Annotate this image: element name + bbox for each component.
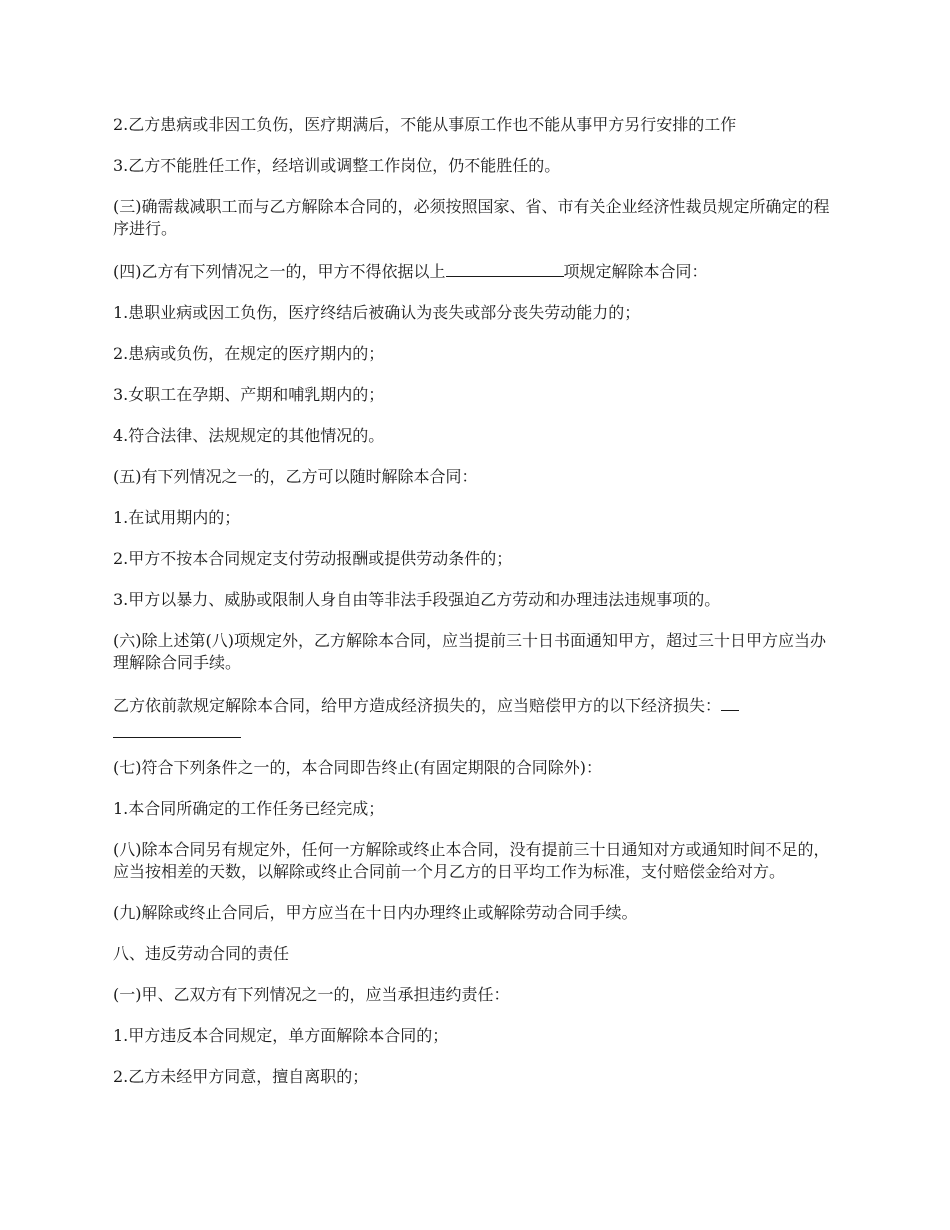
paragraph: 3.甲方以暴力、威胁或限制人身自由等非法手段强迫乙方劳动和办理违法违规事项的。 <box>113 590 721 609</box>
paragraph: 4.符合法律、法规规定的其他情况的。 <box>113 426 385 445</box>
fill-in-blank <box>721 693 739 711</box>
paragraph: (七)符合下列条件之一的，本合同即告终止(有固定期限的合同除外)： <box>113 758 602 777</box>
paragraph: 3.女职工在孕期、产期和哺乳期内的； <box>113 385 385 404</box>
paragraph: 1.在试用期内的； <box>113 508 241 527</box>
fill-in-blank <box>446 259 564 277</box>
paragraph-text-after-blank: 项规定解除本合同： <box>563 262 708 281</box>
fill-in-blank-continuation <box>113 717 241 738</box>
paragraph: 1.患职业病或因工负伤，医疗终结后被确认为丧失或部分丧失劳动能力的； <box>113 303 641 322</box>
paragraph-text-before-blank: 乙方依前款规定解除本合同，给甲方造成经济损失的，应当赔偿甲方的以下经济损失： <box>113 696 722 715</box>
paragraph-text-before-blank: (四)乙方有下列情况之一的，甲方不得依据以上 <box>113 262 446 281</box>
paragraph-with-blank <box>113 693 837 738</box>
section-heading: 八、违反劳动合同的责任 <box>113 944 290 963</box>
paragraph: (三)确需裁减职工而与乙方解除本合同的，必须按照国家、省、市有关企业经济性裁员规定所确定的程序进行。 <box>113 197 830 238</box>
paragraph: (五)有下列情况之一的，乙方可以随时解除本合同： <box>113 467 478 486</box>
paragraph: 1.本合同所确定的工作任务已经完成； <box>113 799 385 818</box>
paragraph: (八)除本合同另有规定外，任何一方解除或终止本合同，没有提前三十日通知对方或通知时间不足的，应当按相差的天数，以解除或终止合同前一个月乙方的日平均工作为标准，支付赔偿金给对方。 <box>113 840 830 881</box>
paragraph-with-blank <box>113 259 837 283</box>
paragraph: 2.甲方不按本合同规定支付劳动报酬或提供劳动条件的； <box>113 549 513 568</box>
paragraph: 2.乙方未经甲方同意，擅自离职的； <box>113 1067 369 1086</box>
paragraph: (六)除上述第(八)项规定外，乙方解除本合同，应当提前三十日书面通知甲方，超过三十日甲方应当办理解除合同手续。 <box>113 631 826 672</box>
paragraph: 2.乙方患病或非因工负伤，医疗期满后，不能从事原工作也不能从事甲方另行安排的工作 <box>113 115 737 134</box>
paragraph: 1.甲方违反本合同规定，单方面解除本合同的； <box>113 1026 449 1045</box>
paragraph: 3.乙方不能胜任工作，经培训或调整工作岗位，仍不能胜任的。 <box>113 156 561 175</box>
paragraph: 2.患病或负伤，在规定的医疗期内的； <box>113 344 385 363</box>
paragraph: (九)解除或终止合同后，甲方应当在十日内办理终止或解除劳动合同手续。 <box>113 903 638 922</box>
document-body <box>113 114 837 1107</box>
paragraph: (一)甲、乙双方有下列情况之一的，应当承担违约责任： <box>113 985 510 1004</box>
